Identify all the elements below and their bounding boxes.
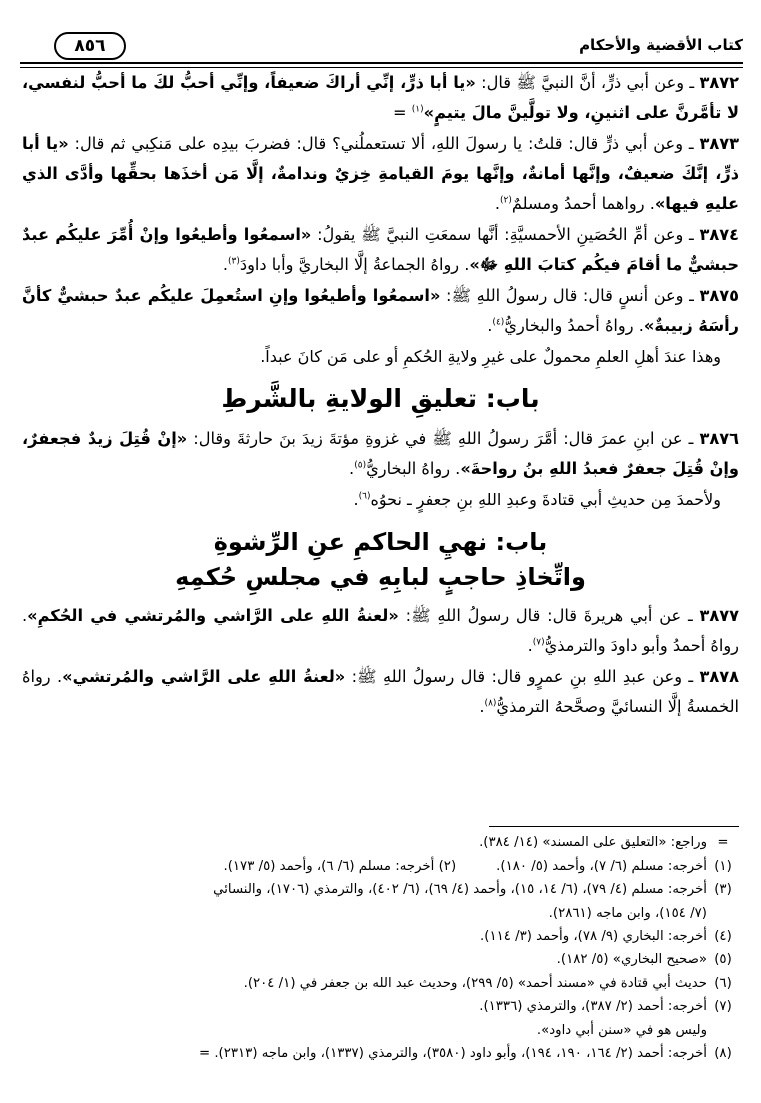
chapter-heading-line-2: واتِّخاذِ حاجبٍ لبابِهِ في مجلسِ حُكمِهِ [175,563,586,591]
footnote-text-pair [22,855,707,879]
hadith-intro: ـ عن ابنِ عمرَ قال: أمَّرَ رسولُ اللهِ ﷺ في غزوةِ مؤتةَ زيدَ بنَ حارثةَ وقال: [187,429,700,448]
footnote-number: (١) [714,858,732,874]
footnote-ref: (٧) [532,637,545,648]
footnote-ref: (٤) [492,317,505,328]
main-text [22,68,739,723]
footnote-text: أخرجه: أحمد (٢/ ١٦٤، ١٩٠، ١٩٤)، وأبو داود (٣٥٨٠)، والترمذي (١٣٣٧)، وابن ماجه (٢٣١٣). [214,1045,707,1061]
hadith-number: ٣٨٧٥ [699,286,739,305]
hadith-tail: . [527,636,533,655]
hadith-tail: . [487,316,493,335]
hadith-source: . رواهُ أحمدُ وأبو داودَ والترمذيُّ [22,606,739,655]
footnote-ref: (٢) [500,195,512,206]
hadith-tail: = [393,103,412,122]
chapter-heading-bribery [22,525,739,595]
hadith-intro: ـ وعن أمِّ الحُصَينِ الأحمسيَّةِ: أنَّها سمعَتِ النبيَّ ﷺ يقولُ: [311,225,700,244]
footnote-rule [489,826,739,827]
footnote-1-2 [22,855,739,879]
hadith-number: ٣٨٧٧ [699,606,740,625]
scholar-note: وهذا عندَ أهلِ العلمِ محمولٌ على غيرِ ولايةِ الحُكمِ أو على مَن كانَ عبداً. [260,347,721,366]
footnote-text: أخرجه: مسلم (٦/ ٦)، وأحمد (٥/ ١٧٣). [223,858,435,874]
footnote-text: أخرجه: مسلم (٦/ ٧)، وأحمد (٥/ ١٨٠). [496,858,707,874]
footnote-ref: (٨) [484,698,497,709]
footnote-text: أخرجه: أحمد (٢/ ٣٨٧)، والترمذي (١٣٣٦). [479,999,707,1014]
hadith-3873 [22,129,739,219]
footnote-text-wrap [22,1042,707,1066]
footnote-8 [22,1042,739,1066]
hadith-intro: ـ وعن أبي ذرٍّ قال: قلتُ: يا رسولَ اللهِ، ألا تستعملُني؟ قال: فضربَ بيدِه على مَنكِبي ثم قال: [68,134,700,153]
footnote-number: (٨) [714,1045,732,1061]
footnote-4 [22,925,739,949]
hadith-3876 [22,424,739,484]
hadith-quote: «يا أبا ذرٍّ، إنِّي أراكَ ضعيفاً، وإنِّي أحبُّ لكَ ما أحبُّ لنفسي، لا تأمَّرنَّ على اثنينِ، ولا تولَّينَّ مالَ يتيمٍ» [22,73,739,122]
footnote-number: (٧) [714,999,732,1014]
hadith-quote: «يا أبا ذرٍّ، إنَّكَ ضعيفٌ، وإنَّها أمانةٌ، وإنَّها يومَ القيامةِ خِزيٌ وندامةٌ، إلَّا مَن أخذَها بحقِّها وأدَّى الذي عليهِ فيها» [22,134,739,213]
hadith-3877 [22,601,739,661]
hadith-intro: ـ عن أبي هريرةَ قال: قال رسولُ اللهِ ﷺ: [398,606,700,625]
footnote-5 [22,948,739,972]
page-number: ٨٥٦ [54,32,126,60]
hadith-quote: «اسمعُوا وأطيعُوا وإنِ استُعمِلَ عليكُم عبدٌ حبشيٌّ كأنَّ رأسَهُ زبيبةٌ» [22,286,739,335]
footnote-7 [22,995,739,1019]
footnote-tail: = [198,1045,215,1061]
chapter-heading-line-1: باب: نهيِ الحاكمِ عنِ الرِّشوةِ [213,528,548,556]
footnote-ref: (٥) [354,460,367,471]
footnote-text: أخرجه: البخاري (٩/ ٧٨)، وأحمد (٣/ ١١٤). [480,928,707,944]
footnote-number: (٥) [714,952,732,967]
footnote-continuation-line: (٧/ ١٥٤)، وابن ماجه (٢٨٦١). [548,905,707,921]
header-rule [20,62,743,64]
hadith-intro: ـ وعن عبدِ اللهِ بنِ عمرٍو قال: قال رسولُ اللهِ ﷺ: [345,667,700,686]
note-text: ولأحمدَ مِن حديثِ أبي قتادةَ وعبدِ اللهِ بنِ جعفرٍ ـ نحوُه [370,490,721,509]
hadith-quote: «لعنةُ اللهِ على الرَّاشي والمُرتشي في الحُكمِ» [27,606,399,625]
footnote-number: (٤) [714,928,732,944]
footnote-continuation [22,831,739,855]
hadith-tail: . [494,194,500,213]
hadith-3872 [22,68,739,128]
footnote-ref: (١) [411,104,424,115]
hadith-3875 [22,281,739,341]
hadith-source: . رواهُ الخمسةُ إلَّا النسائيَّ وصحَّحهُ الترمذيُّ [22,667,739,716]
hadith-source: . رواهُ الجماعةُ إلَّا البخاريَّ وأبا داودَ [239,255,470,274]
hadith-3878 [22,662,739,722]
hadith-number: ٣٨٧٨ [699,667,740,686]
footnote-number: (٢) [438,858,457,874]
hadith-source: . رواهُ أحمدُ والبخاريُّ [504,316,644,335]
chapter-heading-conditional-authority: باب: تعليقِ الولايةِ بالشَّرطِ [221,384,540,413]
hadith-tail: . [479,697,485,716]
hadith-intro: ـ وعن أبي ذرٍّ، أنَّ النبيَّ ﷺ قال: [475,73,700,92]
hadith-tail: . [222,255,228,274]
note-tail: . [353,490,359,509]
footnote-text: أخرجه: مسلم (٤/ ٧٩)، (٦/ ١٤، ١٥)، وأحمد (٤/ ٦٩)، (٦/ ٤٠٢)، والترمذي (١٧٠٦)، والنسائي [213,882,707,897]
hadith-quote: «اسمعُوا وأطيعُوا وإنْ أُمِّرَ عليكُم عبدٌ حبشيٌّ ما أقامَ فيكُم كتابَ اللهِ ﷻ» [22,225,739,274]
hadith-source: . رواهما أحمدُ ومسلمٌ [511,194,655,213]
page-header [20,30,743,64]
footnote-3 [22,878,739,902]
hadith-quote: «إنْ قُتِلَ زيدٌ فجعفرٌ، وإنْ قُتِلَ جعفرٌ فعبدُ اللهِ بنُ رواحةَ» [22,429,739,478]
hadith-number: ٣٨٧٤ [699,225,739,244]
footnotes [22,826,739,1065]
footnote-text: «صحيح البخاري» (٥/ ١٨٢). [556,952,707,967]
hadith-quote: «لعنةُ اللهِ على الرَّاشي والمُرتشي» [62,667,346,686]
hadith-source: . رواهُ البخاريُّ [366,459,461,478]
hadith-intro: ـ وعن أنسٍ قال: قال رسولُ اللهِ ﷺ: [440,286,700,305]
footnote-ref: (٣) [227,256,240,267]
footnote-marker: = [717,835,729,850]
hadith-number: ٣٨٧٣ [699,134,739,153]
hadith-3874 [22,220,739,280]
footnote-number: (٣) [714,882,732,897]
hadith-number: ٣٨٧٦ [699,429,739,448]
footnote-ref: (٦) [358,491,371,502]
footnote-number: (٦) [714,975,732,991]
scholar-note-2 [22,485,721,515]
hadith-tail: . [349,459,355,478]
footnote-continuation-line: وليس هو في «سنن أبي داود». [536,1022,707,1038]
footnote-6 [22,972,739,996]
book-title: كتاب الأقضية والأحكام [579,36,743,54]
footnote-text: حديث أبي قتادة في «مسند أحمد» (٥/ ٢٩٩)، وحديث عبد الله بن جعفر في (١/ ٢٠٤). [243,975,707,991]
footnote-text: وراجع: «التعليق على المسند» (١٤/ ٣٨٤). [479,835,707,850]
hadith-number: ٣٨٧٢ [699,73,739,92]
